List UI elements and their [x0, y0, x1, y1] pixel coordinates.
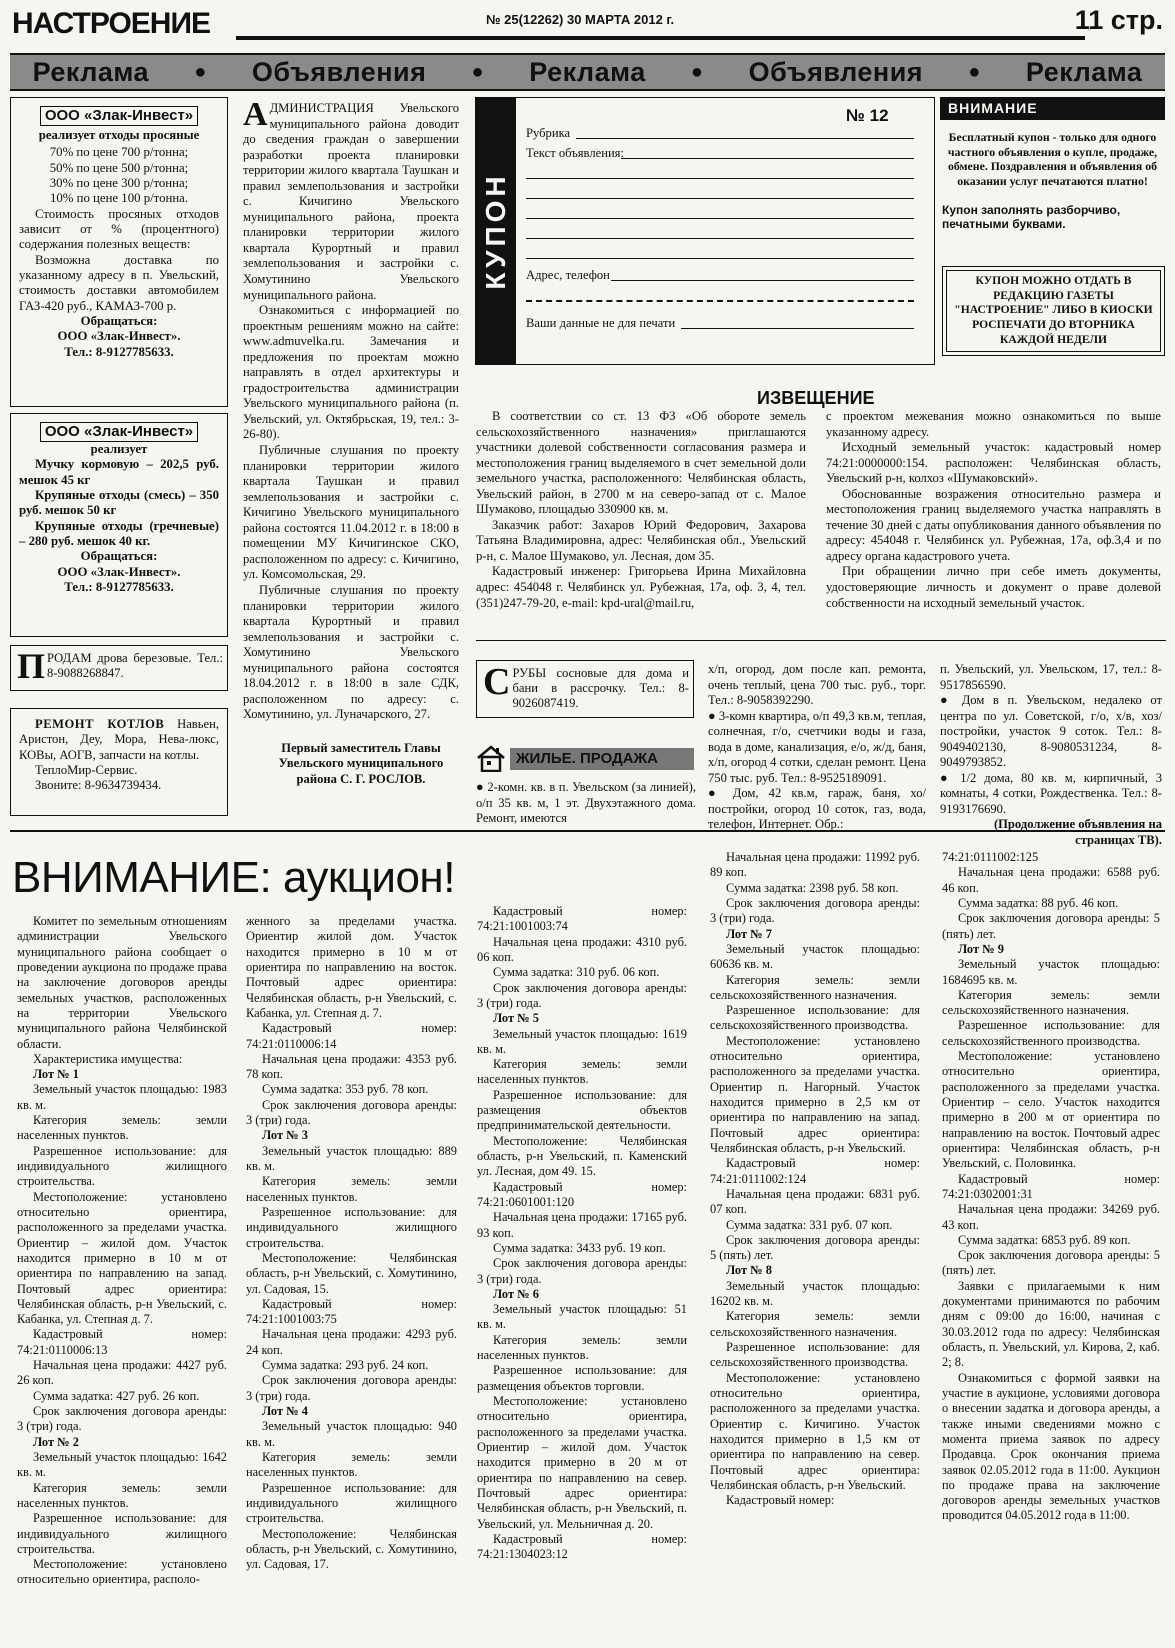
- lot-heading: Лот № 5: [493, 1011, 539, 1026]
- auction-paragraph: Сумма задатка: 293 руб. 24 коп.: [262, 1358, 429, 1373]
- auction-paragraph: Кадастровый номер: 74:21:0110006:13: [17, 1327, 227, 1357]
- firm-name: ТеплоМир-Сервис.: [35, 763, 138, 778]
- auction-paragraph: Сумма задатка: 427 руб. 26 коп.: [33, 1388, 200, 1403]
- contact-name: ООО «Злак-Инвест».: [57, 329, 181, 344]
- auction-paragraph: Срок заключения договора аренды: 3 (три) года.: [477, 1256, 687, 1286]
- auction-paragraph: Земельный участок площадью: 16202 кв. м.: [710, 1278, 920, 1309]
- auction-paragraph: Категория земель: земли населенных пунктов.: [477, 1057, 687, 1087]
- product-line: Мучку кормовую – 202,5 руб. мешок 45 кг: [19, 457, 219, 487]
- ad-zlak-invest-2: [10, 413, 228, 637]
- auction-paragraph: Местоположение: установлено относительно ориентира, расположенного за пределами участка. Ориентир с. Кичигино. Участок находится примерно в 1,5 км от ориентира по направлению на север. Почтовый адрес ориентира: Челябинская область, р-н Увельский.: [710, 1370, 920, 1492]
- masthead-rule: [236, 36, 1085, 40]
- notice-paragraph: Публичные слушания по проекту планировки территории жилого квартала Таушкан и правил землепользования и застройки с. Кичигино Увельского муниципального района состоятся 11.04.2012 г. в 18:00 в помещении МУ Кичигинское СКО, расположенном по адресу: с. Кичигино, ул. Комсомольская, 29.: [243, 443, 459, 582]
- masthead: [10, 4, 1165, 48]
- contact-heading: Обращаться:: [80, 314, 158, 329]
- ad-subtitle: реализует: [90, 442, 148, 456]
- notice-paragraph: Ознакомиться с информацией по проектным решениям можно на сайте: www.admuvelka.ru. Замечания и предложения по проектам можно направлять в отдел архитектуры и градостроительства администрации Увельского муниципального района (п. Увельский, ул. Октябрьская, 19, тел.: 3-26-80).: [243, 303, 459, 442]
- banner-word: Объявления: [748, 56, 924, 87]
- ad-text: РОДАМ дрова березовые. Тел.: 8-9088268847.: [47, 651, 223, 681]
- ad-title: ООО «Злак-Инвест»: [40, 106, 198, 126]
- text-input-line[interactable]: [526, 198, 914, 199]
- price-line: 10% по цене 100 р/тонна.: [49, 191, 189, 206]
- auction-paragraph: Начальная цена продажи: 17165 руб. 93 коп.: [477, 1210, 687, 1240]
- contact-phone: Звоните: 8-9634739434.: [35, 778, 162, 793]
- bullet-icon: ●: [968, 61, 981, 83]
- auction-col-2: [246, 914, 457, 1572]
- auction-paragraph: Земельный участок площадью: 1983 кв. м.: [17, 1082, 227, 1112]
- auction-paragraph: Разрешенное использование: для размещения объектов предпринимательской деятельности.: [477, 1087, 687, 1133]
- bullet-icon: ●: [690, 61, 704, 83]
- auction-paragraph: Сумма задатка: 2398 руб. 58 коп.: [726, 880, 899, 895]
- lot-heading: Лот № 6: [493, 1286, 539, 1301]
- lot-heading: Лот № 7: [726, 926, 772, 941]
- auction-col-4: [710, 850, 920, 1508]
- ad-zlak-invest-1: [10, 97, 228, 407]
- auction-paragraph: Местоположение: Челябинская область, р-н Увельский, п. Каменский ул. Лесная, дом 49. 15.: [477, 1133, 687, 1179]
- housing-sale-header: [476, 742, 694, 776]
- auction-paragraph: Срок заключения договора аренды: 3 (три) года.: [710, 895, 920, 926]
- product-line: Крупяные отходы (смесь) – 350 руб. мешок 50 кг: [19, 488, 219, 518]
- ad-log-houses: [476, 660, 694, 718]
- ad-delivery: Возможна доставка по указанному адресу в п. Увельский, стоимость доставки автомобилем ГАЗ-420 руб., КАМАЗ-700 р.: [19, 252, 219, 313]
- notice-paragraph: ДМИНИСТРАЦИЯ Увельского муниципального района доводит до сведения граждан о завершении разработки проекта планировки территории жилого квартала Таушкан и правил землепользования и застройки с. Кичигино Увельского муниципального района, проекта планировки территории жилого квартала Курортный и правил землепользования и застройки с. Хомутинино Увельского муниципального района.: [243, 101, 459, 302]
- private-input-line[interactable]: [681, 328, 914, 329]
- coupon-rules: [940, 97, 1165, 365]
- auction-paragraph: Сумма задатка: 353 руб. 78 коп.: [262, 1082, 429, 1097]
- auction-paragraph: Разрешенное использование: для индивидуального жилищного строительства.: [17, 1143, 227, 1189]
- auction-paragraph: Характеристика имущества:: [33, 1051, 183, 1066]
- auction-paragraph: Местоположение: Челябинская область, р-н Увельский, с. Хомутинино, ул. Садовая, 17.: [246, 1526, 457, 1572]
- rules-submit-note: КУПОН МОЖНО ОТДАТЬ В РЕДАКЦИЮ ГАЗЕТЫ "НАСТРОЕНИЕ" ЛИБО В КИОСКИ РОСПЕЧАТИ ДО ВТОРНИКА КАЖДОЙ НЕДЕЛИ: [946, 270, 1161, 352]
- text-input-line[interactable]: [526, 178, 914, 179]
- housing-ads-col3: [940, 662, 1162, 849]
- auction-paragraph: Сумма задатка: 3433 руб. 19 коп.: [493, 1240, 666, 1255]
- field-label-address: Адрес, телефон: [526, 268, 610, 282]
- text-input-line[interactable]: [526, 238, 914, 239]
- housing-ad: ● Дом в п. Увельском, недалеко от центра по ул. Советской, г/о, х/в, хоз/постройки, участок 9 соток. Тел.: 8-9049402130, 8-9080531234, 8-9049793852.: [940, 693, 1162, 770]
- auction-paragraph: Срок заключения договора аренды: 3 (три) года.: [17, 1404, 227, 1434]
- lot-heading: Лот № 3: [262, 1128, 308, 1143]
- auction-paragraph: Кадастровый номер: 74:21:1001003:74: [477, 904, 687, 934]
- auction-paragraph: Начальная цена продажи: 11992 руб. 89 коп.: [710, 850, 920, 880]
- auction-paragraph: Земельный участок площадью: 940 кв. м.: [246, 1419, 457, 1449]
- auction-paragraph: Сумма задатка: 310 руб. 06 коп.: [493, 965, 660, 980]
- lot-heading: Лот № 9: [958, 941, 1004, 956]
- auction-col-3: [477, 904, 687, 1562]
- page-number: 11 стр.: [1074, 5, 1163, 35]
- house-icon: [476, 744, 506, 772]
- section-title: ЖИЛЬЕ. ПРОДАЖА: [510, 748, 694, 770]
- housing-ad: п. Увельский, ул. Увельском, 17, тел.: 8-9517856590.: [940, 662, 1162, 692]
- auction-paragraph: Земельный участок площадью: 1619 кв. м.: [477, 1026, 687, 1056]
- auction-paragraph: Категория земель: земли населенных пунктов.: [17, 1480, 227, 1510]
- auction-paragraph: Разрешенное использование: для сельскохозяйственного производства.: [710, 1003, 920, 1033]
- section-rule: [10, 830, 1165, 832]
- coupon-side-label: КУПОН: [476, 98, 516, 364]
- auction-paragraph: Начальная цена продажи: 4293 руб. 24 коп.: [246, 1327, 457, 1357]
- auction-paragraph: Начальная цена продажи: 4310 руб. 06 коп.: [477, 934, 687, 964]
- auction-paragraph: Категория земель: земли сельскохозяйственного назначения.: [710, 1309, 920, 1339]
- auction-paragraph: Сумма задатка: 88 руб. 46 коп.: [958, 895, 1119, 910]
- auction-paragraph: Местоположение: установлено относительно ориентира, расположенного за пределами участка. Ориентир п. Нагорный. Участок находится примерно в 2,5 км от ориентира по направлению на запад. Почтовый адрес ориентира: Челябинская область, р-н Увельский.: [710, 1033, 920, 1155]
- auction-paragraph: Земельный участок площадью: 1684695 кв. м.: [942, 957, 1160, 987]
- housing-ad: ● 3-комн квартира, о/п 49,3 кв.м, теплая, солнечная, г/о, счетчики воды и газа, вода в доме, канализация, е/о, ж/д, баня, х/п, огород 4 сотки, сделан ремонт. Цена 750 тыс. руб. Тел.: 8-9525189091.: [708, 708, 926, 785]
- auction-paragraph: Срок заключения договора аренды: 5 (пять) лет.: [942, 1248, 1160, 1278]
- text-input-line[interactable]: [526, 218, 914, 219]
- drop-cap: А: [243, 96, 268, 133]
- banner-word: Объявления: [251, 56, 427, 87]
- housing-ad: ● 2-комн. кв. в п. Увельском (за линией), о/п 35 кв. м, 1 эт. Двухэтажного дома. Ремонт, имеются: [476, 780, 696, 826]
- bullet-icon: ●: [471, 61, 485, 83]
- auction-paragraph: Сумма задатка: 331 руб. 07 коп.: [726, 1217, 893, 1232]
- auction-paragraph: Местоположение: Челябинская область, р-н Увельский, с. Хомутинино, ул. Садовая, 15.: [246, 1250, 457, 1296]
- field-label-private: Ваши данные не для печати: [526, 316, 676, 330]
- auction-paragraph: Комитет по земельным отношениям администрации Увельского муниципального района сообщает о проведении аукциона по продаже права на заключение договоров аренды земельных участков, расположенных на территории Увельского муниципального района Челябинской области.: [17, 914, 227, 1051]
- auction-paragraph: Категория земель: земли населенных пунктов.: [17, 1113, 227, 1143]
- auction-paragraph: Начальная цена продажи: 6588 руб. 46 коп.: [942, 865, 1160, 895]
- lot-heading: Лот № 4: [262, 1404, 308, 1418]
- lot-heading: Лот № 2: [33, 1434, 79, 1449]
- auction-paragraph: Кадастровый номер: 74:21:0302001:31: [942, 1171, 1160, 1201]
- auction-paragraph: Разрешенное использование: для сельскохозяйственного производства.: [942, 1018, 1160, 1048]
- auction-paragraph: Сумма задатка: 6853 руб. 89 коп.: [958, 1232, 1131, 1247]
- price-line: 70% по цене 700 р/тонна;: [49, 145, 189, 160]
- notice-paragraph: Обоснованные возражения относительно размера и местоположения границ выделяемого участка направлять в течение 30 дней с даты опубликования данного объявления по адресу: 454048 г. Челябинск ул. Рубежная, 17а, оф.3,4 и по адресу органа кадастрового учета.: [826, 486, 1161, 563]
- housing-ads-col1: [476, 780, 696, 827]
- auction-paragraph: женного за пределами участка. Ориентир жилой дом. Участок находится примерно в 10 м от ориентира по направлению на восток. Почтовый адрес ориентира: Челябинская область, р-н Увельский, с. Кабанка, ул. Степная д. 7.: [246, 914, 457, 1020]
- auction-paragraph: Категория земель: земли населенных пунктов.: [246, 1449, 457, 1480]
- product-line: Крупяные отходы (гречневые) – 280 руб. мешок 40 кг.: [19, 518, 219, 549]
- ad-boiler-repair: [10, 708, 228, 816]
- ad-subtitle: реализует отходы просяные: [38, 128, 200, 142]
- auction-paragraph: Разрешенное использование: для размещения объектов торговли.: [477, 1363, 687, 1393]
- continuation-note: (Продолжение объявления на страницах ТВ).: [993, 817, 1162, 848]
- auction-paragraph: Срок заключения договора аренды: 3 (три) года.: [246, 1097, 457, 1128]
- auction-paragraph: Начальная цена продажи: 6831 руб. 07 коп.: [710, 1186, 920, 1217]
- ad-title: РЕМОНТ КОТЛОВ: [35, 717, 165, 731]
- housing-ad: ● Дом, 42 кв.м, гараж, баня, хо/постройки, огород 10 соток, газ, вода, телефон, Интернет. Обр.:: [708, 786, 926, 832]
- field-label-text: Текст объявления:: [526, 146, 624, 160]
- auction-paragraph: Категория земель: земли сельскохозяйственного назначения.: [942, 987, 1160, 1018]
- land-notice-right: [826, 409, 1161, 611]
- auction-paragraph: Категория земель: земли населенных пунктов.: [246, 1174, 457, 1204]
- newspaper-title: НАСТРОЕНИЕ: [12, 7, 211, 40]
- notice-paragraph: В соответствии со ст. 13 ФЗ «Об обороте земель сельскохозяйственного назначения» приглашаются участники долевой собственности согласования размера и местоположения границ выделяемого в счет земельной доли земельного участка, расположенного: Челябинская область, Увельский район, в 2700 м на северо-запад от с. Малое Шумаково, площадью 330900 кв. м.: [476, 409, 806, 517]
- auction-paragraph: Земельный участок площадью: 889 кв. м.: [246, 1143, 457, 1173]
- auction-paragraph: 74:21:0111002:125: [942, 850, 1039, 864]
- coupon-form: [475, 97, 935, 365]
- auction-paragraph: Срок заключения договора аренды: 3 (три) года.: [477, 980, 687, 1010]
- housing-ads-col2: [708, 662, 926, 833]
- price-line: 30% по цене 300 р/тонна;: [49, 176, 189, 191]
- cut-line: [526, 300, 914, 302]
- housing-ad: ● 1/2 дома, 80 кв. м, кирпичный, 3 комнаты, 4 сотки, Рождественка. Тел.: 8-9193176690.: [940, 770, 1162, 816]
- auction-paragraph: Земельный участок площадью: 1642 кв. м.: [17, 1449, 227, 1480]
- auction-paragraph: Ознакомиться с формой заявки на участие в аукционе, условиями договора о внесении задатка и договора аренды, а также иными сведениями можно с момента приема заявок по адресу Продавца. Срок окончания приема заявок 02.05.2012 года в 11:00. Аукцион по продаже права на заключение договоров аренды земельных участков проводится 04.05.2012 года в 11:00.: [942, 1370, 1160, 1523]
- auction-paragraph: Категория земель: земли сельскохозяйственного назначения.: [710, 972, 920, 1002]
- auction-paragraph: Разрешенное использование: для индивидуального жилищного строительства.: [246, 1204, 457, 1250]
- auction-paragraph: Срок заключения договора аренды: 3 (три) года.: [246, 1373, 457, 1403]
- signature: Первый заместитель Главы Увельского муниципального района С. Г. РОСЛОВ.: [278, 740, 444, 786]
- auction-paragraph: Кадастровый номер: 74:21:0111002:124: [710, 1156, 920, 1186]
- auction-paragraph: Земельный участок площадью: 60636 кв. м.: [710, 941, 920, 972]
- issue-date: № 25(12262) 30 МАРТА 2012 г.: [486, 12, 675, 27]
- notice-paragraph: с проектом межевания можно ознакомиться по выше указанному адресу.: [826, 409, 1161, 439]
- auction-paragraph: Кадастровый номер: 74:21:1001003:75: [246, 1296, 457, 1327]
- ad-text: РУБЫ сосновые для дома и бани в рассрочку. Тел.: 8-9026087419.: [512, 666, 689, 711]
- field-label-rubrika: Рубрика: [526, 126, 571, 140]
- auction-paragraph: Кадастровый номер: 74:21:0601001:120: [477, 1179, 687, 1209]
- notice-paragraph: Заказчик работ: Захаров Юрий Федорович, Захарова Татьяна Владимировна, адрес: Челябинская обл., Увельский р-н, с. Малое Шумаково, ул. Лесная, дом 35.: [476, 517, 806, 563]
- section-rule: [476, 640, 1166, 641]
- auction-paragraph: Разрешенное использование: для индивидуального жилищного строительства.: [246, 1480, 457, 1526]
- contact-phone: Тел.: 8-9127785633.: [64, 344, 174, 359]
- auction-paragraph: Земельный участок площадью: 51 кв. м.: [477, 1302, 687, 1332]
- auction-col-1: [17, 914, 227, 1588]
- section-banner: [10, 53, 1165, 91]
- auction-paragraph: Кадастровый номер: 74:21:0110006:14: [246, 1021, 457, 1051]
- auction-paragraph: Начальная цена продажи: 4353 руб. 78 коп.: [246, 1051, 457, 1082]
- lot-heading: Лот № 1: [33, 1067, 79, 1082]
- bullet-icon: ●: [194, 61, 207, 83]
- auction-paragraph: Начальная цена продажи: 4427 руб. 26 коп.: [17, 1358, 227, 1388]
- lot-heading: Лот № 8: [726, 1263, 772, 1278]
- auction-col-5: [942, 850, 1160, 1524]
- text-input-line[interactable]: [526, 258, 914, 259]
- admin-notice: [243, 96, 459, 788]
- rules-fill-note: Купон заполнять разборчиво, печатными буквами.: [942, 202, 1121, 232]
- auction-paragraph: Категория земель: земли населенных пунктов.: [477, 1332, 687, 1363]
- ad-firewood: [10, 645, 228, 691]
- rules-text: Бесплатный купон - только для одного частного объявления о купле, продаже, обмене. Поздравления и объявления об оказании услуг печатаются платно!: [947, 129, 1158, 188]
- auction-paragraph: Срок заключения договора аренды: 5 (пять) лет.: [710, 1232, 920, 1263]
- text-input-line[interactable]: [621, 158, 914, 159]
- coupon-number: № 12: [846, 106, 889, 125]
- auction-paragraph: Местоположение: установлено относительно ориентира, расположенного за пределами участка. Ориентир – село. Участок находится примерно в 200 м от ориентира по направлению на восток. Почтовый адрес ориентира: Челябинская область, р-н Увельский, с. Половинка.: [942, 1049, 1160, 1171]
- housing-ad: х/п, огород, дом после кап. ремонта, очень теплый, цена 700 тыс. руб., торг. Тел.: 8-9058392290.: [708, 662, 926, 708]
- auction-paragraph: Начальная цена продажи: 34269 руб. 43 коп.: [942, 1202, 1160, 1232]
- auction-paragraph: Местоположение: установлено относительно ориентира, расположенного за пределами участка. Ориентир – жилой дом. Участок находится примерно в 20 м от ориентира по направлению на север. Почтовый адрес ориентира: Челябинская область, р-н Увельский, п. Увельский, ул. Мельничная д. 20.: [477, 1394, 687, 1531]
- ad-title: ООО «Злак-Инвест»: [40, 422, 198, 442]
- auction-paragraph: Местоположение: установлено относительно ориентира, располо-: [17, 1557, 227, 1587]
- ad-text: Навьен, Аристон, Деу, Мора, Нева-люкс, КОВы, АОГВ, запчасти на котлы.: [19, 717, 219, 762]
- drop-cap: С: [483, 661, 511, 703]
- auction-title: ВНИМАНИЕ: аукцион!: [12, 853, 455, 902]
- notice-paragraph: Исходный земельный участок: кадастровый номер 74:21:0000000:154. расположен: Челябинская область, Увельский р-н, колхоз «Шумаковский».: [826, 440, 1161, 486]
- auction-paragraph: Разрешенное использование: для сельскохозяйственного производства.: [710, 1340, 920, 1370]
- contact-name: ООО «Злак-Инвест».: [57, 564, 181, 579]
- auction-paragraph: Местоположение: установлено относительно ориентира, расположенного за пределами участка. Ориентир – жилой дом. Участок находится примерно в 10 м от ориентира по направлению на запад. Почтовый адрес ориентира: Челябинская область, р-н Увельский, с. Кабанка, ул. Степная д. 7.: [17, 1189, 227, 1327]
- contact-heading: Обращаться:: [80, 549, 158, 564]
- address-input-line[interactable]: [611, 280, 914, 281]
- auction-paragraph: Срок заключения договора аренды: 5 (пять) лет.: [942, 911, 1160, 941]
- auction-paragraph: Кадастровый номер: 74:21:1304023:12: [477, 1531, 687, 1562]
- notice-heading: ИЗВЕЩЕНИЕ: [757, 388, 875, 408]
- auction-paragraph: Разрешенное использование: для индивидуального жилищного строительства.: [17, 1511, 227, 1556]
- price-line: 50% по цене 500 р/тонна;: [49, 160, 189, 175]
- ad-note: Стоимость просяных отходов зависит от % (процентного) содержания полезных веществ:: [19, 206, 219, 252]
- contact-phone: Тел.: 8-9127785633.: [64, 580, 174, 595]
- drop-cap: П: [17, 646, 46, 686]
- notice-paragraph: При обращении лично при себе иметь документы, удостоверяющие личность и документ о праве долевой собственности на исходный земельный участок.: [826, 564, 1161, 610]
- auction-paragraph: Кадастровый номер:: [726, 1493, 835, 1508]
- auction-paragraph: Заявки с прилагаемыми к ним документами принимаются по рабочим дням с 09:00 до 16:00, начиная с 30.03.2012 года по адресу: Челябинская область, п. Увельский, ул. Кирова, 2, каб. 2; 8.: [942, 1278, 1160, 1370]
- banner-word: Реклама: [529, 56, 646, 87]
- notice-paragraph: Кадастровый инженер: Григорьева Ирина Михайловна адрес: 454048 г. Челябинск ул. Рубежная, 17а, оф. 3, 4, тел. (351)247-79-20, e-mail: kpd-ural@mail.ru,: [476, 564, 806, 610]
- rubrika-input-line[interactable]: [576, 138, 914, 139]
- notice-paragraph: Публичные слушания по проекту планировки территории жилого квартала Курортный и правил землепользования и застройки с. Хомутинино Увельского муниципального района состоятся 18.04.2012 г. в 18:00 в зале СДК, расположенном по адресу: с. Хомутинино, ул. Луначарского, 27.: [243, 582, 459, 722]
- banner-word: Реклама: [1025, 56, 1143, 87]
- land-notice-left: [476, 409, 806, 611]
- rules-heading: ВНИМАНИЕ: [940, 97, 1165, 120]
- banner-word: Реклама: [32, 56, 150, 87]
